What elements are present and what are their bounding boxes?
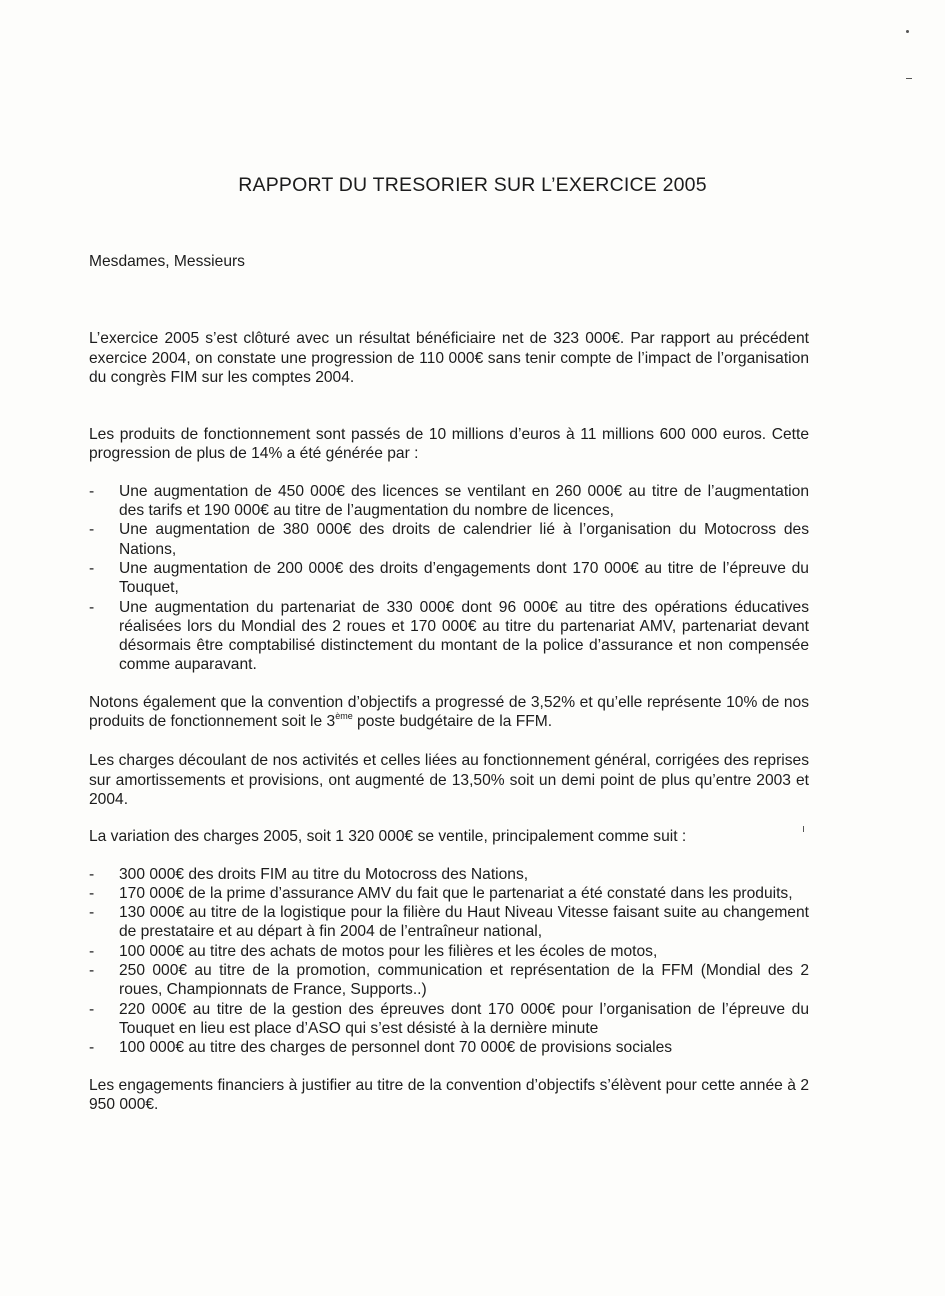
- paragraph-commitments: Les engagements financiers à justifier au titre de la convention d’objectifs s’élèvent pour cette année à 2 950 000€.: [89, 1076, 809, 1113]
- paragraph-convention-text: Notons également que la convention d’objectifs a progressé de 3,52% et qu’elle représente 10% de nos produits de fonctionnement soit le 3: [89, 693, 809, 731]
- paragraph-convention-end: poste budgétaire de la FFM.: [352, 713, 553, 731]
- list-item: - 220 000€ au titre de la gestion des épreuves dont 170 000€ pour l’organisation de l’épreuve du Touquet en lieu est place d’ASO qui s’est désisté à la dernière minute: [89, 1000, 809, 1039]
- charges-list: [89, 865, 809, 1058]
- document-body: [89, 252, 809, 1114]
- superscript: ème: [335, 711, 353, 722]
- list-item: - 100 000€ au titre des charges de personnel dont 70 000€ de provisions sociales: [89, 1038, 809, 1057]
- salutation: Mesdames, Messieurs: [89, 253, 245, 270]
- paragraph-convention: [89, 693, 809, 732]
- products-list: [89, 482, 809, 675]
- list-item: - Une augmentation du partenariat de 330 000€ dont 96 000€ au titre des opérations éducatives réalisées lors du Mondial des 2 roues et 170 000€ au titre du partenariat AMV, partenariat devant désormais être comptabilisé distinctement du montant de la police d’assurance et non compensée comme auparavant.: [89, 598, 809, 675]
- list-item: - Une augmentation de 450 000€ des licences se ventilant en 260 000€ au titre de l’augmentation des tarifs et 190 000€ au titre de l’augmentation du nombre de licences,: [89, 482, 809, 521]
- list-item: - 250 000€ au titre de la promotion, communication et représentation de la FFM (Mondial des 2 roues, Championnats de France, Supports..): [89, 961, 809, 1000]
- paragraph-products: Les produits de fonctionnement sont passés de 10 millions d’euros à 11 millions 600 000 euros. Cette progression de plus de 14% a été générée par :: [89, 426, 809, 463]
- list-item: - 170 000€ de la prime d’assurance AMV du fait que le partenariat a été constaté dans les produits,: [89, 884, 809, 903]
- list-item: - 130 000€ au titre de la logistique pour la filière du Haut Niveau Vitesse faisant suite au changement de prestataire et au départ à fin 2004 de l’entraîneur national,: [89, 903, 809, 942]
- document-title: RAPPORT DU TRESORIER SUR L’EXERCICE 2005: [238, 174, 707, 196]
- scan-speck: [906, 30, 909, 33]
- paragraph-charges: Les charges découlant de nos activités et celles liées au fonctionnement général, corrigées des reprises sur amortissements et provisions, ont augmenté de 13,50% soit un demi point de plus qu’entre 2003 et 2004.: [89, 752, 809, 808]
- paragraph-result: L’exercice 2005 s’est clôturé avec un résultat bénéficiaire net de 323 000€. Par rapport au précédent exercice 2004, on constate une progression de 110 000€ sans tenir compte de l’impact de l’organisation du congrès FIM sur les comptes 2004.: [89, 330, 809, 386]
- list-item: - Une augmentation de 380 000€ des droits de calendrier lié à l’organisation du Motocross des Nations,: [89, 520, 809, 559]
- paragraph-variation: La variation des charges 2005, soit 1 320 000€ se ventile, principalement comme suit :: [89, 828, 687, 846]
- list-item: - Une augmentation de 200 000€ des droits d’engagements dont 170 000€ au titre de l’épreuve du Touquet,: [89, 559, 809, 598]
- scan-speck: [906, 78, 912, 79]
- list-item: - 300 000€ des droits FIM au titre du Motocross des Nations,: [89, 865, 809, 884]
- list-item: - 100 000€ au titre des achats de motos pour les filières et les écoles de motos,: [89, 942, 809, 961]
